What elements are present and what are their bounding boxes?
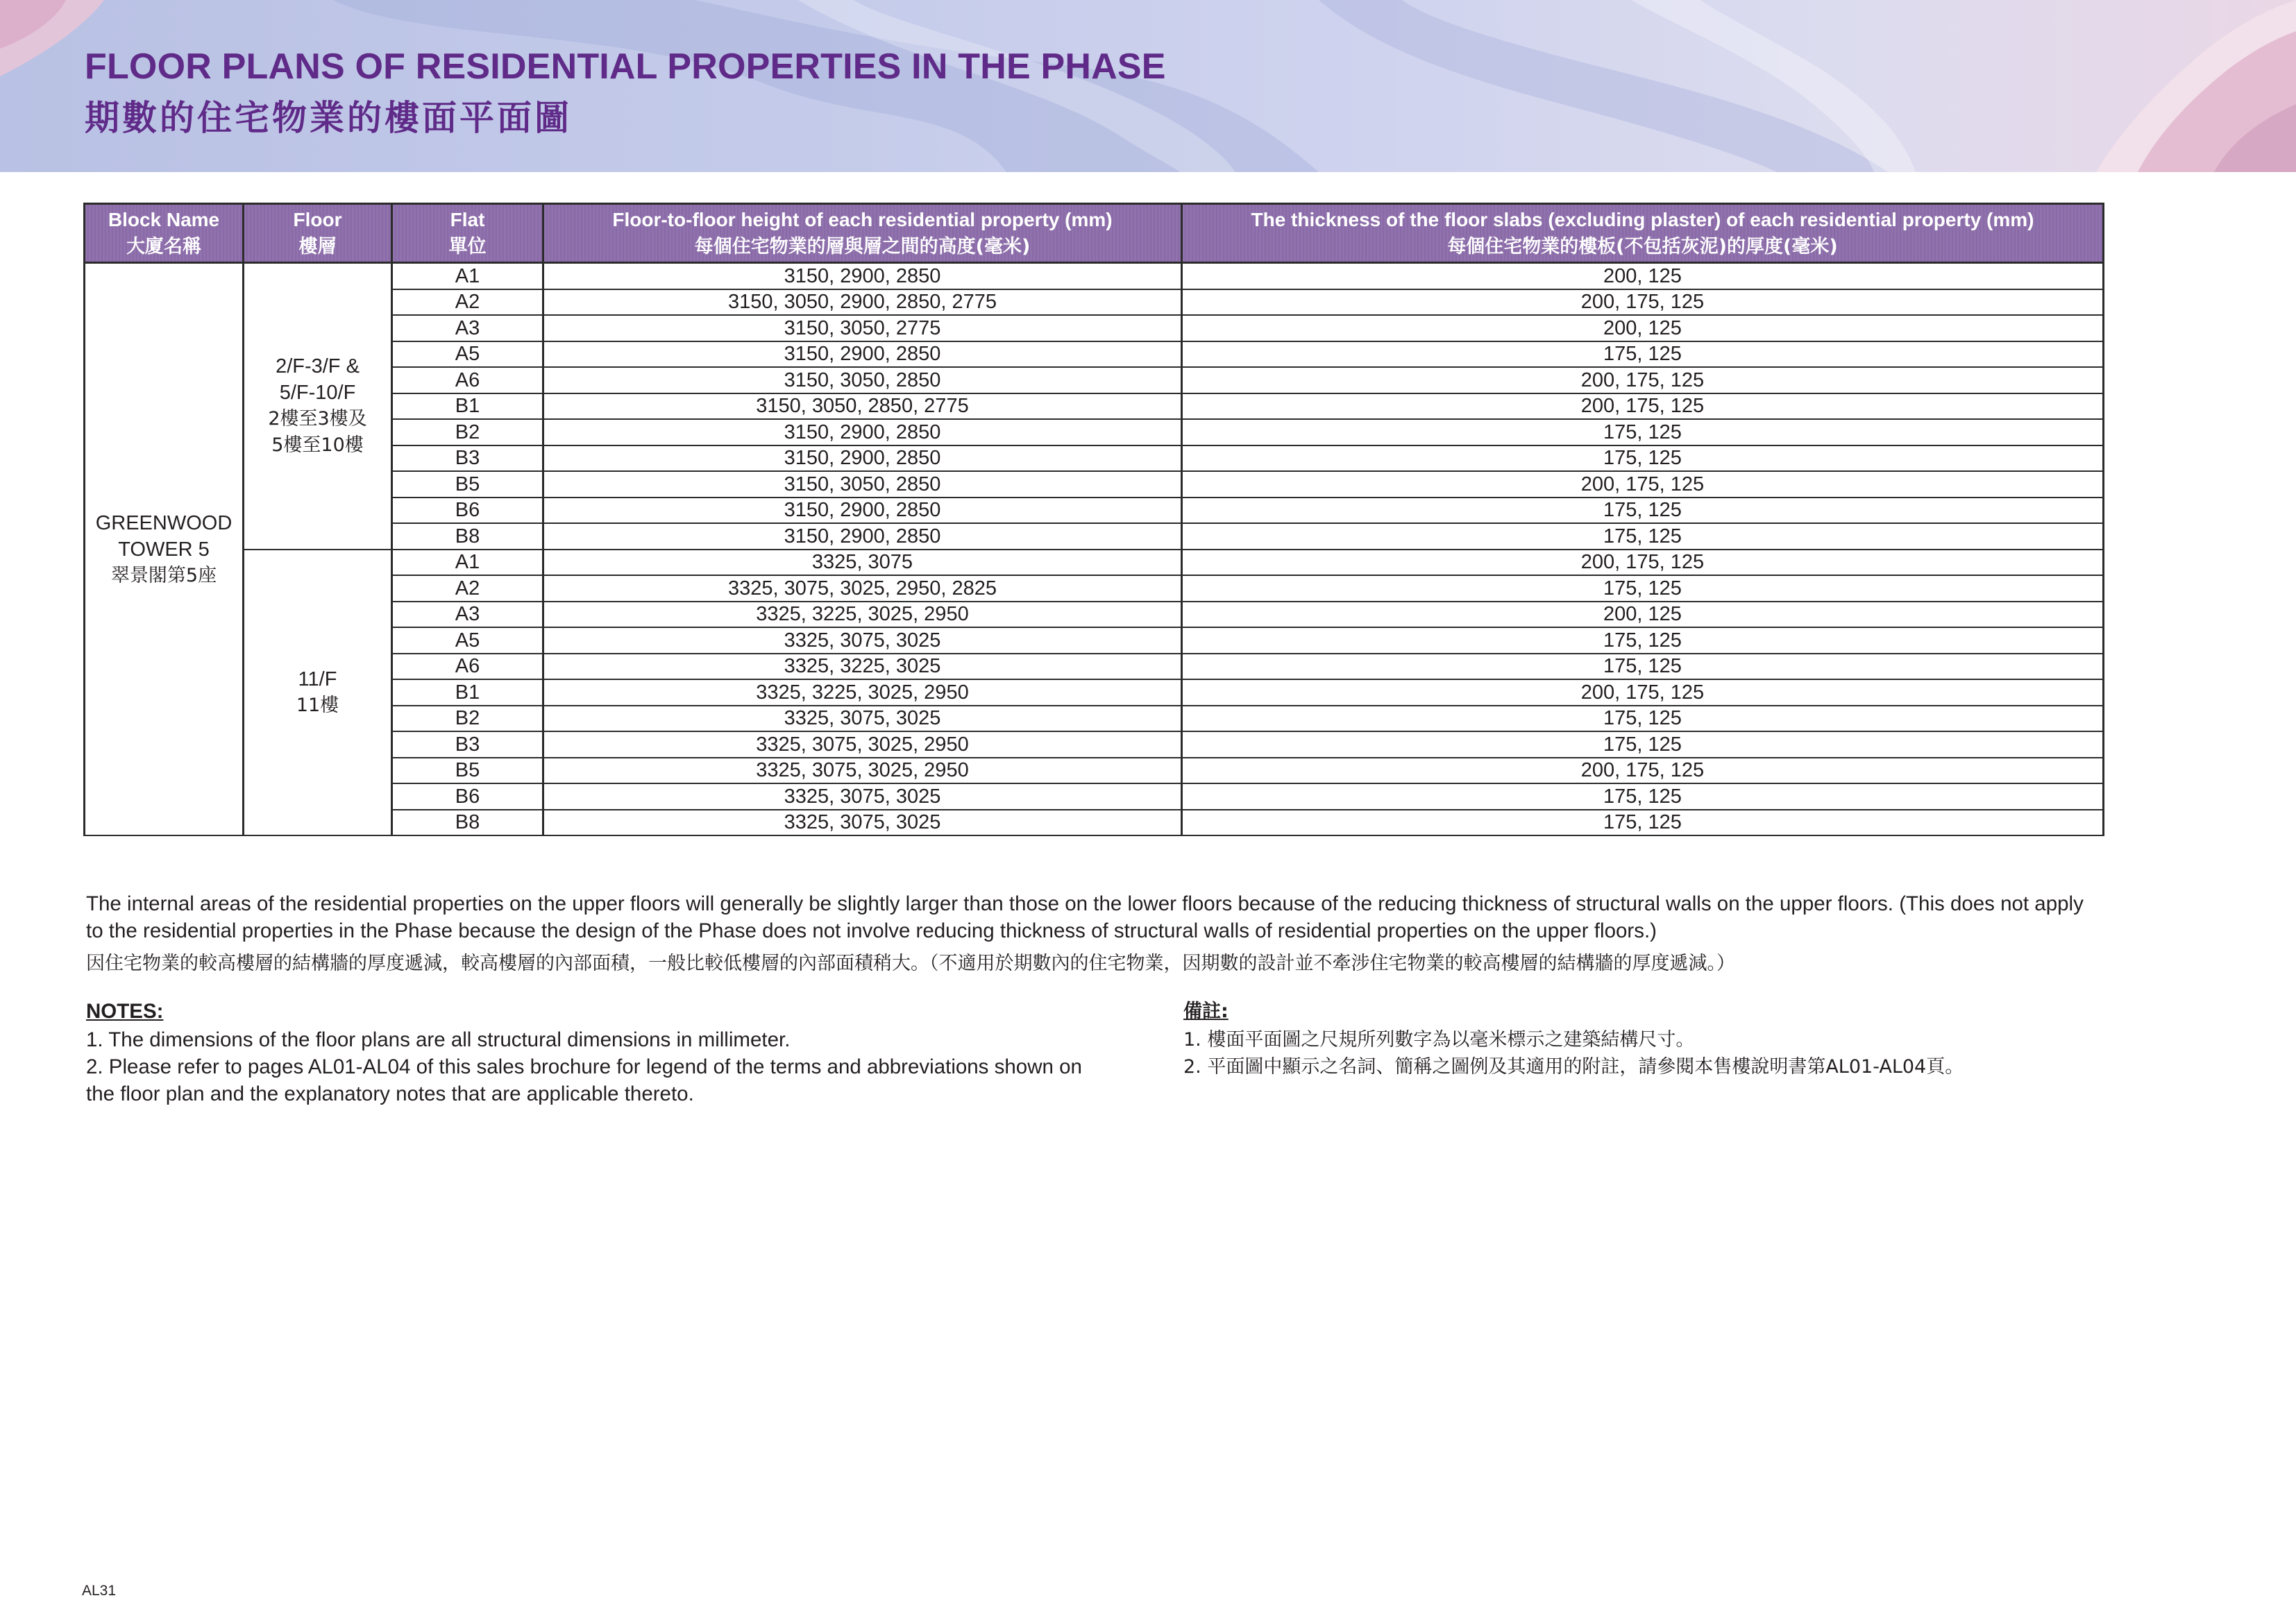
flat-cell: A1 [392, 550, 543, 576]
slab-thickness-cell: 175, 125 [1182, 783, 2104, 810]
floor-height-cell: 3325, 3075, 3025 [543, 627, 1182, 654]
flat-cell: B6 [392, 783, 543, 810]
floor-height-cell: 3150, 2900, 2850 [543, 263, 1182, 289]
floor-height-cell: 3325, 3075, 3025, 2950, 2825 [543, 575, 1182, 602]
floor-height-cell: 3150, 3050, 2850, 2775 [543, 393, 1182, 420]
slab-thickness-cell: 175, 125 [1182, 498, 2104, 524]
slab-thickness-cell: 200, 125 [1182, 263, 2104, 289]
floor-height-cell: 3325, 3075, 3025, 2950 [543, 758, 1182, 784]
floor-line: 11樓 [296, 694, 339, 716]
flat-cell: A3 [392, 602, 543, 628]
floor-cell [244, 550, 392, 836]
floor-height-cell: 3325, 3225, 3025, 2950 [543, 679, 1182, 706]
floor-height-cell: 3150, 2900, 2850 [543, 445, 1182, 472]
floor-line: 5/F-10/F [279, 382, 356, 405]
floor-line: 2樓至3樓及 [268, 408, 367, 430]
table-row [85, 550, 2104, 576]
slab-thickness-cell: 200, 175, 125 [1182, 679, 2104, 706]
slab-thickness-cell: 175, 125 [1182, 523, 2104, 550]
floor-height-cell: 3325, 3075, 3025 [543, 783, 1182, 810]
slab-thickness-cell: 200, 175, 125 [1182, 289, 2104, 316]
slab-thickness-cell: 175, 125 [1182, 627, 2104, 654]
slab-thickness-cell: 200, 175, 125 [1182, 550, 2104, 576]
floor-height-cell: 3325, 3075, 3025, 2950 [543, 731, 1182, 758]
flat-cell: A5 [392, 341, 543, 368]
slab-thickness-cell: 200, 125 [1182, 602, 2104, 628]
floor-height-cell: 3150, 2900, 2850 [543, 498, 1182, 524]
note-item-en: 2. Please refer to pages AL01-AL04 of this sales brochure for legend of the terms and abbreviations shown on the floor plan and the explanatory notes that are applicable thereto. [86, 1055, 1082, 1105]
note-item-en: 1. The dimensions of the floor plans are all structural dimensions in millimeter. [86, 1028, 791, 1051]
flat-cell: B5 [392, 471, 543, 498]
note-item-zh: 2. 平面圖中顯示之名詞、簡稱之圖例及其適用的附註，請參閱本售樓說明書第AL01-AL04頁。 [1183, 1056, 1964, 1078]
floor-height-cell: 3150, 3050, 2850 [543, 367, 1182, 393]
floor-height-cell: 3150, 2900, 2850 [543, 341, 1182, 368]
slab-thickness-cell: 175, 125 [1182, 731, 2104, 758]
floor-height-table [83, 203, 2104, 836]
flat-cell: B2 [392, 419, 543, 445]
slab-thickness-cell: 200, 175, 125 [1182, 367, 2104, 393]
slab-thickness-cell: 175, 125 [1182, 445, 2104, 472]
flat-cell: B2 [392, 706, 543, 732]
flat-cell: A6 [392, 654, 543, 680]
floor-height-cell: 3325, 3075, 3025 [543, 706, 1182, 732]
slab-thickness-cell: 200, 175, 125 [1182, 471, 2104, 498]
flat-cell: B5 [392, 758, 543, 784]
slab-thickness-cell: 175, 125 [1182, 810, 2104, 836]
floor-height-cell: 3150, 3050, 2775 [543, 315, 1182, 341]
column-header-slab-thickness: The thickness of the floor slabs (excluding plaster) of each residential property (mm) 每個住宅物業的樓板(不包括灰泥)的厚度(毫米) [1182, 204, 2104, 263]
block-name-line: TOWER 5 [118, 538, 210, 561]
slab-thickness-cell: 175, 125 [1182, 706, 2104, 732]
block-name-line: 翠景閣第5座 [110, 564, 217, 586]
column-header-floor-height: Floor-to-floor height of each residential property (mm) 每個住宅物業的層與層之間的高度(毫米) [543, 204, 1182, 263]
flat-cell: B1 [392, 393, 543, 420]
floor-height-cell: 3150, 3050, 2850 [543, 471, 1182, 498]
floor-height-cell: 3150, 2900, 2850 [543, 523, 1182, 550]
slab-thickness-cell: 175, 125 [1182, 341, 2104, 368]
slab-thickness-cell: 175, 125 [1182, 654, 2104, 680]
flat-cell: A3 [392, 315, 543, 341]
floor-height-cell: 3325, 3075 [543, 550, 1182, 576]
flat-cell: A6 [392, 367, 543, 393]
slab-thickness-cell: 175, 125 [1182, 419, 2104, 445]
page-number: AL31 [82, 1583, 117, 1599]
floor-height-cell: 3325, 3225, 3025 [543, 654, 1182, 680]
flat-cell: B8 [392, 523, 543, 550]
flat-cell: B8 [392, 810, 543, 836]
flat-cell: B3 [392, 731, 543, 758]
column-header-flat: Flat 單位 [392, 204, 543, 263]
note-item-zh: 1. 樓面平面圖之尺規所列數字為以毫米標示之建築結構尺寸。 [1183, 1029, 1695, 1051]
floor-line: 2/F-3/F & [276, 355, 360, 378]
flat-cell: B1 [392, 679, 543, 706]
notes-en [86, 998, 1099, 1107]
flat-cell: B6 [392, 498, 543, 524]
internal-area-note-en: The internal areas of the residential properties on the upper floors will generally be slightly larger than those on the lower floors because of the reducing thickness of structural walls on the upper floors. (This does not apply to the residential properties in the Phase because the design of the Phase does not involve reducing thickness of structural walls of residential properties on the upper floors.) [86, 892, 2084, 942]
notes-zh [1183, 998, 2100, 1080]
slab-thickness-cell: 200, 125 [1182, 315, 2104, 341]
internal-area-note-zh: 因住宅物業的較高樓層的結構牆的厚度遞減，較高樓層的內部面積，一般比較低樓層的內部面積稍大。（不適用於期數內的住宅物業，因期數的設計並不牽涉住宅物業的較高樓層的結構牆的厚度遞減。） [86, 953, 1735, 974]
flat-cell: A2 [392, 575, 543, 602]
flat-cell: B3 [392, 445, 543, 472]
floor-line: 5樓至10樓 [271, 434, 364, 457]
column-header-block-name: Block Name 大廈名稱 [85, 204, 244, 263]
slab-thickness-cell: 175, 125 [1182, 575, 2104, 602]
floor-height-cell: 3150, 2900, 2850 [543, 419, 1182, 445]
block-name-line: GREENWOOD [95, 511, 233, 534]
flat-cell: A5 [392, 627, 543, 654]
table-row [85, 263, 2104, 289]
page-title-en: FLOOR PLANS OF RESIDENTIAL PROPERTIES IN THE PHASE [85, 46, 1166, 87]
floor-cell [244, 263, 392, 550]
notes-heading-en: NOTES: [86, 1000, 164, 1023]
slab-thickness-cell: 200, 175, 125 [1182, 393, 2104, 420]
block-name-cell [85, 263, 244, 836]
floor-height-cell: 3325, 3075, 3025 [543, 810, 1182, 836]
flat-cell: A2 [392, 289, 543, 316]
floor-height-cell: 3325, 3225, 3025, 2950 [543, 602, 1182, 628]
page-title-zh: 期數的住宅物業的樓面平面圖 [85, 98, 572, 138]
floor-height-cell: 3150, 3050, 2900, 2850, 2775 [543, 289, 1182, 316]
slab-thickness-cell: 200, 175, 125 [1182, 758, 2104, 784]
floor-line: 11/F [298, 668, 337, 690]
column-header-floor: Floor 樓層 [244, 204, 392, 263]
notes-heading-zh: 備註: [1183, 1001, 1229, 1022]
flat-cell: A1 [392, 263, 543, 289]
table-header-row [85, 204, 2104, 263]
